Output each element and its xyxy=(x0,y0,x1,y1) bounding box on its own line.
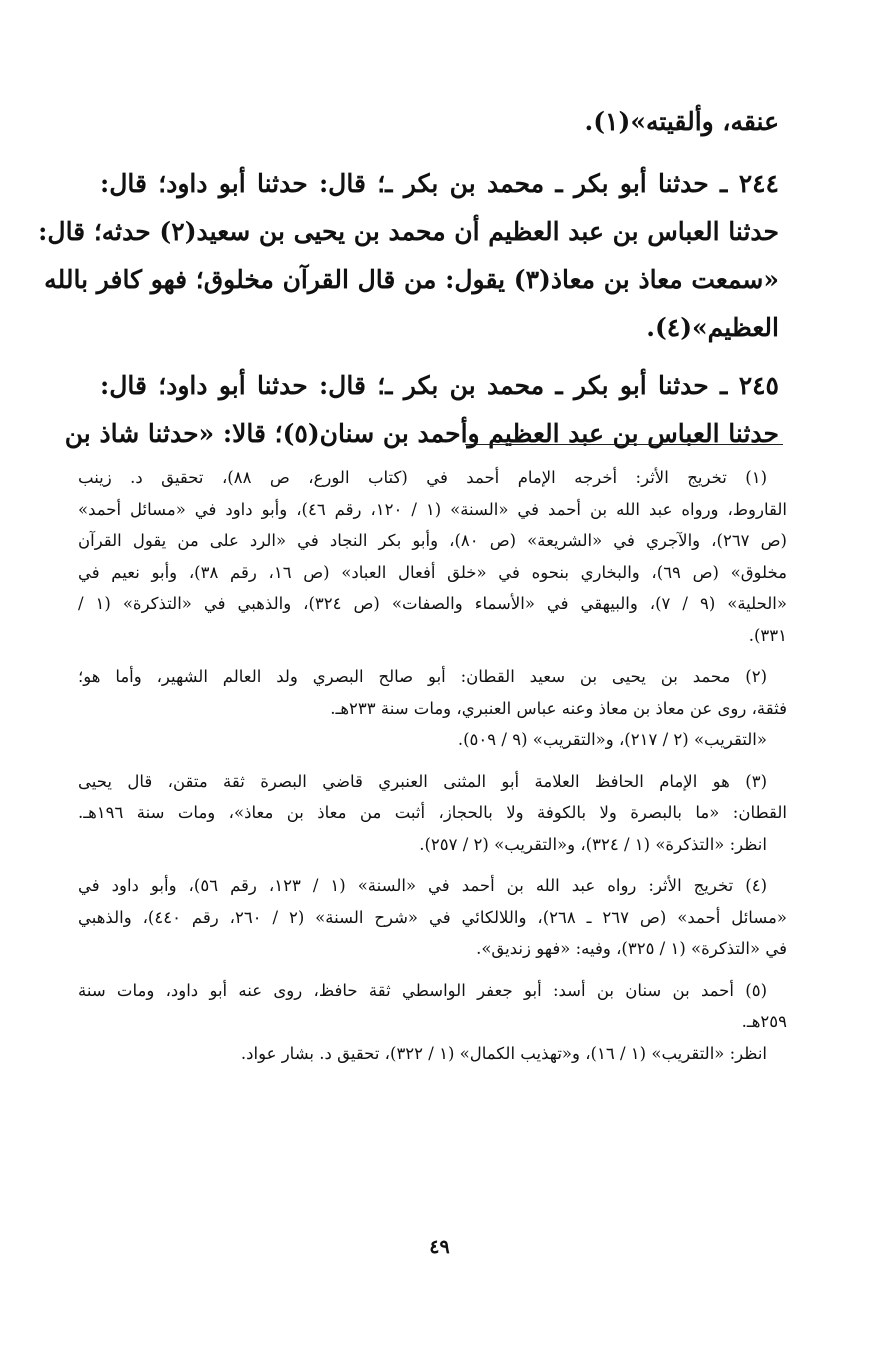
intro-line: عنقه، وألقيته»(١). xyxy=(584,107,779,136)
footnote-4 xyxy=(78,870,787,965)
footnote-line: (٣) هو الإمام الحافظ العلامة أبو المثنى العنبري قاضي البصرة ثقة متقن، قال يحيى xyxy=(78,771,767,791)
footnote-line: (٥) أحمد بن سنان بن أسد: أبو جعفر الواسطي ثقة حافظ، روى عنه أبو داود، ومات سنة xyxy=(78,980,767,1000)
footnote-line: فثقة، روى عن معاذ بن معاذ وعنه عباس العنبري، ومات سنة ٢٣٣هـ. xyxy=(330,698,787,718)
footnote-line: (ص ٢٦٧)، والآجري في «الشريعة» (ص ٨٠)، وأبو بكر النجاد في «الرد على من يقول القرآن xyxy=(78,531,787,550)
footnote-2 xyxy=(78,661,787,756)
footnote-line: القطان: «ما بالبصرة ولا بالكوفة ولا بالحجاز، أثبت من معاذ بن معاذ»، ومات سنة ١٩٦هـ. xyxy=(78,803,787,822)
text-line: العظيم»(٤). xyxy=(646,313,779,342)
text-line: ٢٤٥ ـ حدثنا أبو بكر ـ محمد بن بكر ـ؛ قال: حدثنا أبو داود؛ قال: xyxy=(100,371,779,400)
footnote-line: مخلوق» (ص ٦٩)، والبخاري بنحوه في «خلق أفعال العباد» (ص ١٦، رقم ٣٨)، وأبو نعيم في xyxy=(78,562,788,582)
text-line: ٢٤٤ ـ حدثنا أبو بكر ـ محمد بن بكر ـ؛ قال: حدثنا أبو داود؛ قال: xyxy=(100,169,779,198)
footnote-line: القاروط، ورواه عبد الله بن أحمد في «السنة» (١ / ١٢٠، رقم ٤٦)، وأبو داود في «مسائل أحمد» xyxy=(78,499,787,519)
footnote-line: (١) تخريج الأثر: أخرجه الإمام أحمد في (كتاب الورع، ص ٨٨)، تحقيق د. زينب xyxy=(78,468,767,487)
text-line: «سمعت معاذ بن معاذ(٣) يقول: من قال القرآن مخلوق؛ فهو كافر بالله xyxy=(44,265,779,294)
footnote-5 xyxy=(78,975,787,1070)
footnote-separator xyxy=(465,444,783,445)
footnote-line: «التقريب» (٢ / ٢١٧)، و«التقريب» (٩ / ٥٠٩). xyxy=(457,730,767,749)
text-line: حدثنا العباس بن عبد العظيم أن محمد بن يحيى بن سعيد(٢) حدثه؛ قال: xyxy=(38,217,779,246)
footnote-line: في «التذكرة» (١ / ٣٢٥)، وفيه: «فهو زنديق». xyxy=(476,939,787,958)
footnote-line: ٢٥٩هـ. xyxy=(741,1012,787,1031)
page-number: ٤٩ xyxy=(429,1236,450,1258)
footnote-line: انظر: «التذكرة» (١ / ٣٢٤)، و«التقريب» (٢ / ٢٥٧). xyxy=(419,834,767,854)
footnote-line: ٣٣١). xyxy=(748,625,787,645)
footnote-3 xyxy=(78,766,787,861)
footnote-line: «مسائل أحمد» (ص ٢٦٧ ـ ٢٦٨)، واللالكائي في «شرح السنة» (٢ / ٢٦٠، رقم ٤٤٠)، والذهبي xyxy=(78,907,787,927)
footnote-1 xyxy=(78,462,787,651)
paragraph-244 xyxy=(38,160,779,352)
footnote-line: (٤) تخريج الأثر: رواه عبد الله بن أحمد في «السنة» (١ / ١٢٣، رقم ٥٦)، وأبو داود في xyxy=(78,876,767,895)
main-text xyxy=(38,98,779,458)
footnote-line: انظر: «التقريب» (١ / ١٦)، و«تهذيب الكمال» (١ / ٣٢٢)، تحقيق د. بشار عواد. xyxy=(240,1043,767,1063)
footnotes xyxy=(78,462,787,1079)
text-line: حدثنا العباس بن عبد العظيم وأحمد بن سنان(٥)؛ قالا: «حدثنا شاذ بن xyxy=(64,419,779,448)
footnote-line: «الحلية» (٩ / ٧)، والبيهقي في «الأسماء والصفات» (ص ٣٢٤)، والذهبي في «التذكرة» (١ / xyxy=(78,594,787,613)
footnote-line: (٢) محمد بن يحيى بن سعيد القطان: أبو صالح البصري ولد العالم الشهير، وأما هو؛ xyxy=(78,667,767,686)
